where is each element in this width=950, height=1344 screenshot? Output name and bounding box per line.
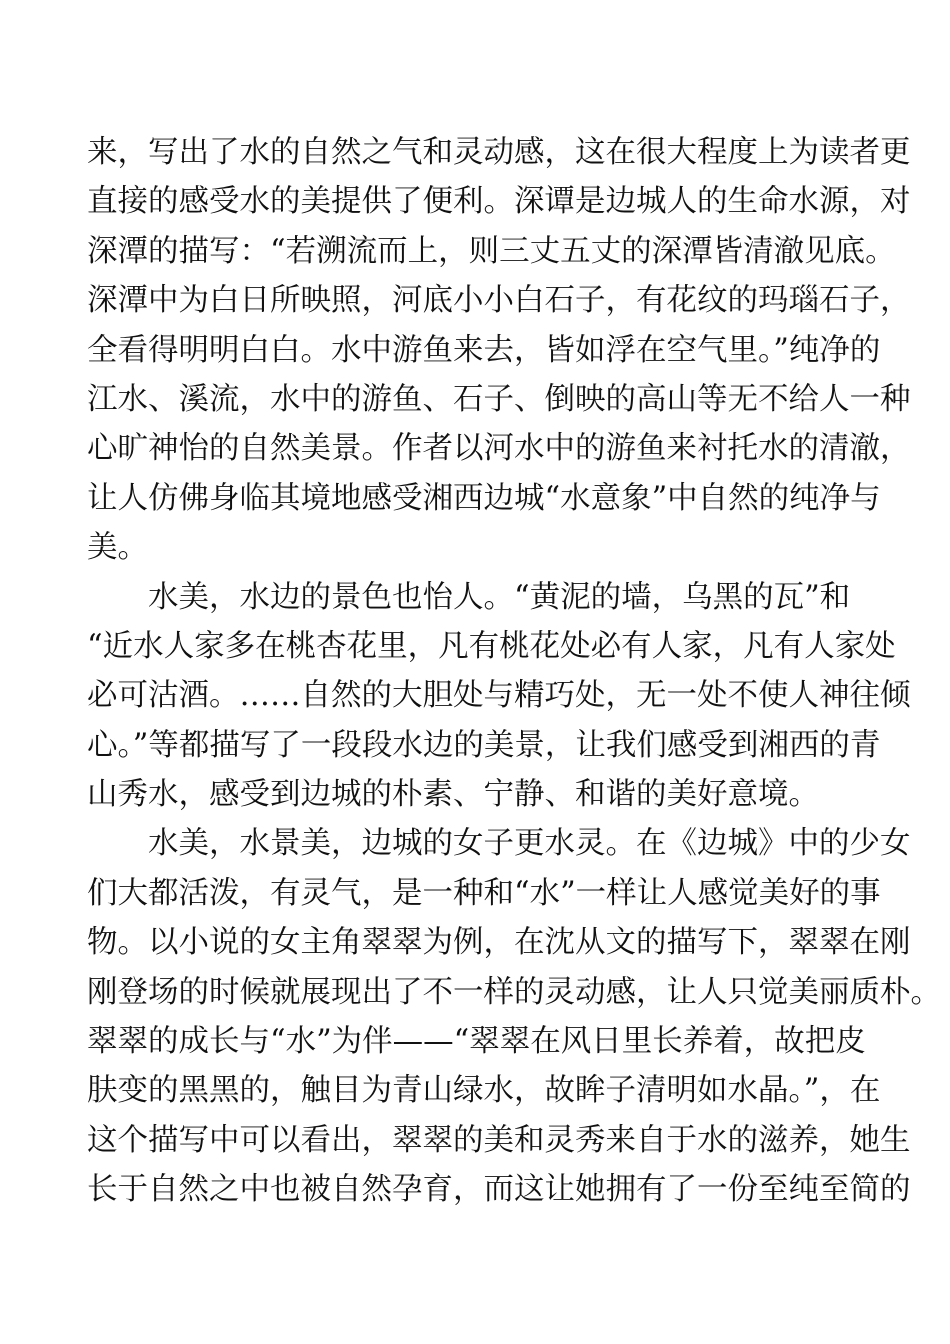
text-line: 物。以小说的女主角翠翠为例，在沈从文的描写下，翠翠在刚 <box>87 925 911 961</box>
text-line: 刚登场的时候就展现出了不一样的灵动感，让人只觉美丽质朴。 <box>87 974 941 1010</box>
document-page <box>87 128 941 1215</box>
paragraph-3 <box>87 819 941 1214</box>
text-line: 必可沽酒。……自然的大胆处与精巧处，无一处不使人神往倾 <box>87 678 911 714</box>
text-line: 全看得明明白白。水中游鱼来去，皆如浮在空气里。”纯净的 <box>87 332 881 368</box>
paragraph-2 <box>87 573 911 820</box>
text-line: 翠翠的成长与“水”为伴——“翠翠在风日里长养着，故把皮 <box>87 1024 866 1060</box>
text-line: 心旷神怡的自然美景。作者以河水中的游鱼来衬托水的清澈， <box>87 431 911 467</box>
text-line: 肤变的黑黑的，触目为青山绿水，故眸子清明如水晶。”，在 <box>87 1073 881 1109</box>
text-line: 来，写出了水的自然之气和灵动感，这在很大程度上为读者更 <box>87 135 911 170</box>
text-line: 心。”等都描写了一段段水边的美景，让我们感受到湘西的青 <box>87 727 881 763</box>
text-line: 水美，水边的景色也怡人。“黄泥的墙，乌黑的瓦”和 <box>148 579 851 615</box>
text-line: 直接的感受水的美提供了便利。深谭是边城人的生命水源，对 <box>87 184 911 220</box>
text-line: 这个描写中可以看出，翠翠的美和灵秀来自于水的滋养，她生 <box>87 1122 911 1158</box>
text-line: 深潭的描写：“若溯流而上，则三丈五丈的深潭皆清澈见底。 <box>87 233 896 269</box>
text-line: 江水、溪流，水中的游鱼、石子、倒映的高山等无不给人一种 <box>87 381 911 417</box>
text-line: 们大都活泼，有灵气，是一种和“水”一样让人感觉美好的事 <box>87 875 881 911</box>
text-line: 长于自然之中也被自然孕育，而这让她拥有了一份至纯至简的 <box>87 1172 911 1208</box>
text-line: 美。 <box>87 530 148 566</box>
text-line: 让人仿佛身临其境地感受湘西边城“水意象”中自然的纯净与 <box>87 480 881 516</box>
paragraph-1 <box>87 128 911 573</box>
text-line: 水美，水景美，边城的女子更水灵。在《边城》中的少女 <box>148 826 911 862</box>
text-line: 山秀水，感受到边城的朴素、宁静、和谐的美好意境。 <box>87 777 819 813</box>
text-line: “近水人家多在桃杏花里，凡有桃花处必有人家，凡有人家处 <box>87 628 896 664</box>
text-line: 深潭中为白日所映照，河底小小白石子，有花纹的玛瑙石子， <box>87 283 911 319</box>
